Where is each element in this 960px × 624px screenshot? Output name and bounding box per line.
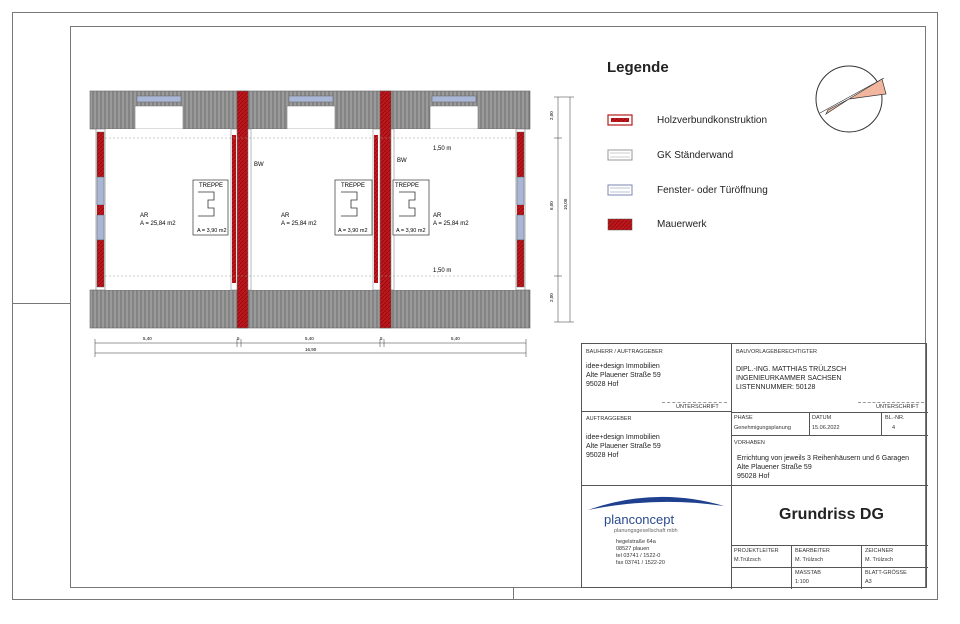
projektleiter-value: M.Trülzsch — [734, 557, 761, 563]
bauherr-label: BAUHERR / AUFTRAGGEBER — [586, 349, 663, 355]
projektleiter-label: PROJEKTLEITER — [734, 548, 779, 554]
blattgroesse-label: BLATT-GRÖSSE — [865, 570, 907, 576]
bauvorlage-line-2: INGENIEURKAMMER SACHSEN — [736, 375, 842, 382]
legend-label-mauerwerk: Mauerwerk — [657, 219, 707, 230]
bauherr-line-1: idee+design Immobilien — [586, 363, 660, 370]
auftraggeber-line-1: idee+design Immobilien — [586, 434, 660, 441]
dim-bottom-small-1: 5 — [237, 336, 240, 341]
legend-swatch-holzverbund — [608, 115, 632, 125]
blattgroesse-value: A3 — [865, 579, 872, 585]
legend-title: Legende — [607, 59, 669, 76]
bw-label-1: BW — [254, 162, 264, 168]
stair-label-2: TREPPE — [341, 183, 366, 189]
height-label-bottom: 1,50 m — [433, 268, 452, 274]
interior-field — [104, 129, 518, 290]
dim-right-4: 2,00 — [549, 293, 554, 302]
side-wall-right — [516, 129, 525, 290]
massstab-value: 1:100 — [795, 579, 809, 585]
datum-value: 15.06.2022 — [812, 425, 840, 431]
masonry-wall-2 — [380, 91, 391, 328]
dim-right-3: 10,00 — [563, 198, 568, 210]
legend-swatch-mauerwerk — [608, 219, 632, 230]
logo-subtext: planungsgesellschaft mbh — [614, 528, 678, 534]
dim-bottom-2: 5,40 — [305, 336, 314, 341]
planconcept-logo-icon — [586, 492, 726, 514]
bauvorlage-line-3: LISTENNUMMER: 50128 — [736, 384, 816, 391]
legend-swatch-gk — [608, 150, 632, 160]
dim-bottom-3: 5,40 — [451, 336, 460, 341]
dim-bottom-1: 5,40 — [143, 336, 152, 341]
title-block — [581, 343, 927, 588]
stair-area-3: A = 3,90 m2 — [396, 228, 426, 234]
auftraggeber-line-2: Alte Plauener Straße 59 — [586, 443, 661, 450]
room-name-3: AR — [433, 213, 442, 219]
bw-label-2: BW — [397, 158, 407, 164]
bauherr-signature-label: UNTERSCHRIFT — [676, 404, 719, 410]
auftraggeber-label: AUFTRAGGEBER — [586, 416, 632, 422]
dim-bottom-small-2: 5 — [380, 336, 383, 341]
masonry-wall-1 — [237, 91, 248, 328]
blatt-value: 4 — [892, 425, 896, 431]
bauvorlage-signature-label: UNTERSCHRIFT — [876, 404, 919, 410]
stair-label-3: TREPPE — [395, 183, 420, 189]
vorhaben-line-2: Alte Plauener Straße 59 — [737, 464, 812, 471]
legend-label-gk: GK Ständerwand — [657, 150, 734, 161]
zeichner-label: ZEICHNER — [865, 548, 894, 554]
side-wall-left — [96, 129, 105, 290]
stair-label-1: TREPPE — [199, 183, 224, 189]
company-line-2: 08527 plauen — [616, 546, 650, 552]
room-area-3: A = 25,84 m2 — [433, 221, 469, 227]
drawing-title: Grundriss DG — [779, 506, 884, 523]
bearbeiter-value: M. Trülzsch — [795, 557, 824, 563]
legend-label-holzverbund: Holzverbundkonstruktion — [657, 115, 768, 126]
dim-bottom-total: 16,90 — [305, 347, 317, 352]
vorhaben-label: VORHABEN — [734, 440, 765, 446]
company-line-4: fax 03741 / 1522-20 — [616, 560, 665, 566]
dim-right-2: 6,00 — [549, 201, 554, 210]
stair-area-1: A = 3,90 m2 — [197, 228, 227, 234]
company-line-3: tel 03741 / 1522-0 — [616, 553, 661, 559]
north-arrow-icon — [816, 66, 886, 132]
legend-label-fenster: Fenster- oder Türöffnung — [657, 185, 768, 196]
blatt-label: BL.-NR. — [885, 415, 905, 421]
logo-text: planconcept — [604, 512, 675, 527]
dim-right-1: 2,00 — [549, 111, 554, 120]
legend-swatch-fenster — [608, 185, 632, 195]
bearbeiter-label: BEARBEITER — [795, 548, 830, 554]
bauvorlage-line-1: DIPL.-ING. MATTHIAS TRÜLZSCH — [736, 366, 847, 373]
vorhaben-line-1: Errichtung von jeweils 3 Reihenhäusern und 6 Garagen — [737, 455, 909, 462]
room-name-2: AR — [281, 213, 290, 219]
bauherr-line-2: Alte Plauener Straße 59 — [586, 372, 661, 379]
datum-label: DATUM — [812, 415, 832, 421]
bauherr-line-3: 95028 Hof — [586, 381, 619, 388]
phase-label: PHASE — [734, 415, 753, 421]
room-area-2: A = 25,84 m2 — [281, 221, 317, 227]
room-area-1: A = 25,84 m2 — [140, 221, 176, 227]
company-line-1: hegelstraße 64a — [616, 539, 656, 545]
bauvorlage-label: BAUVORLAGEBERECHTIGTER — [736, 349, 817, 355]
vorhaben-line-3: 95028 Hof — [737, 473, 770, 480]
auftraggeber-line-3: 95028 Hof — [586, 452, 619, 459]
phase-value: Genehmigungsplanung — [734, 425, 791, 431]
room-name-1: AR — [140, 213, 149, 219]
zeichner-value: M. Trülzsch — [865, 557, 894, 563]
roof-band-bottom — [90, 290, 530, 328]
stair-area-2: A = 3,90 m2 — [338, 228, 368, 234]
height-label-top: 1,50 m — [433, 146, 452, 152]
massstab-label: MASSTAB — [795, 570, 821, 576]
